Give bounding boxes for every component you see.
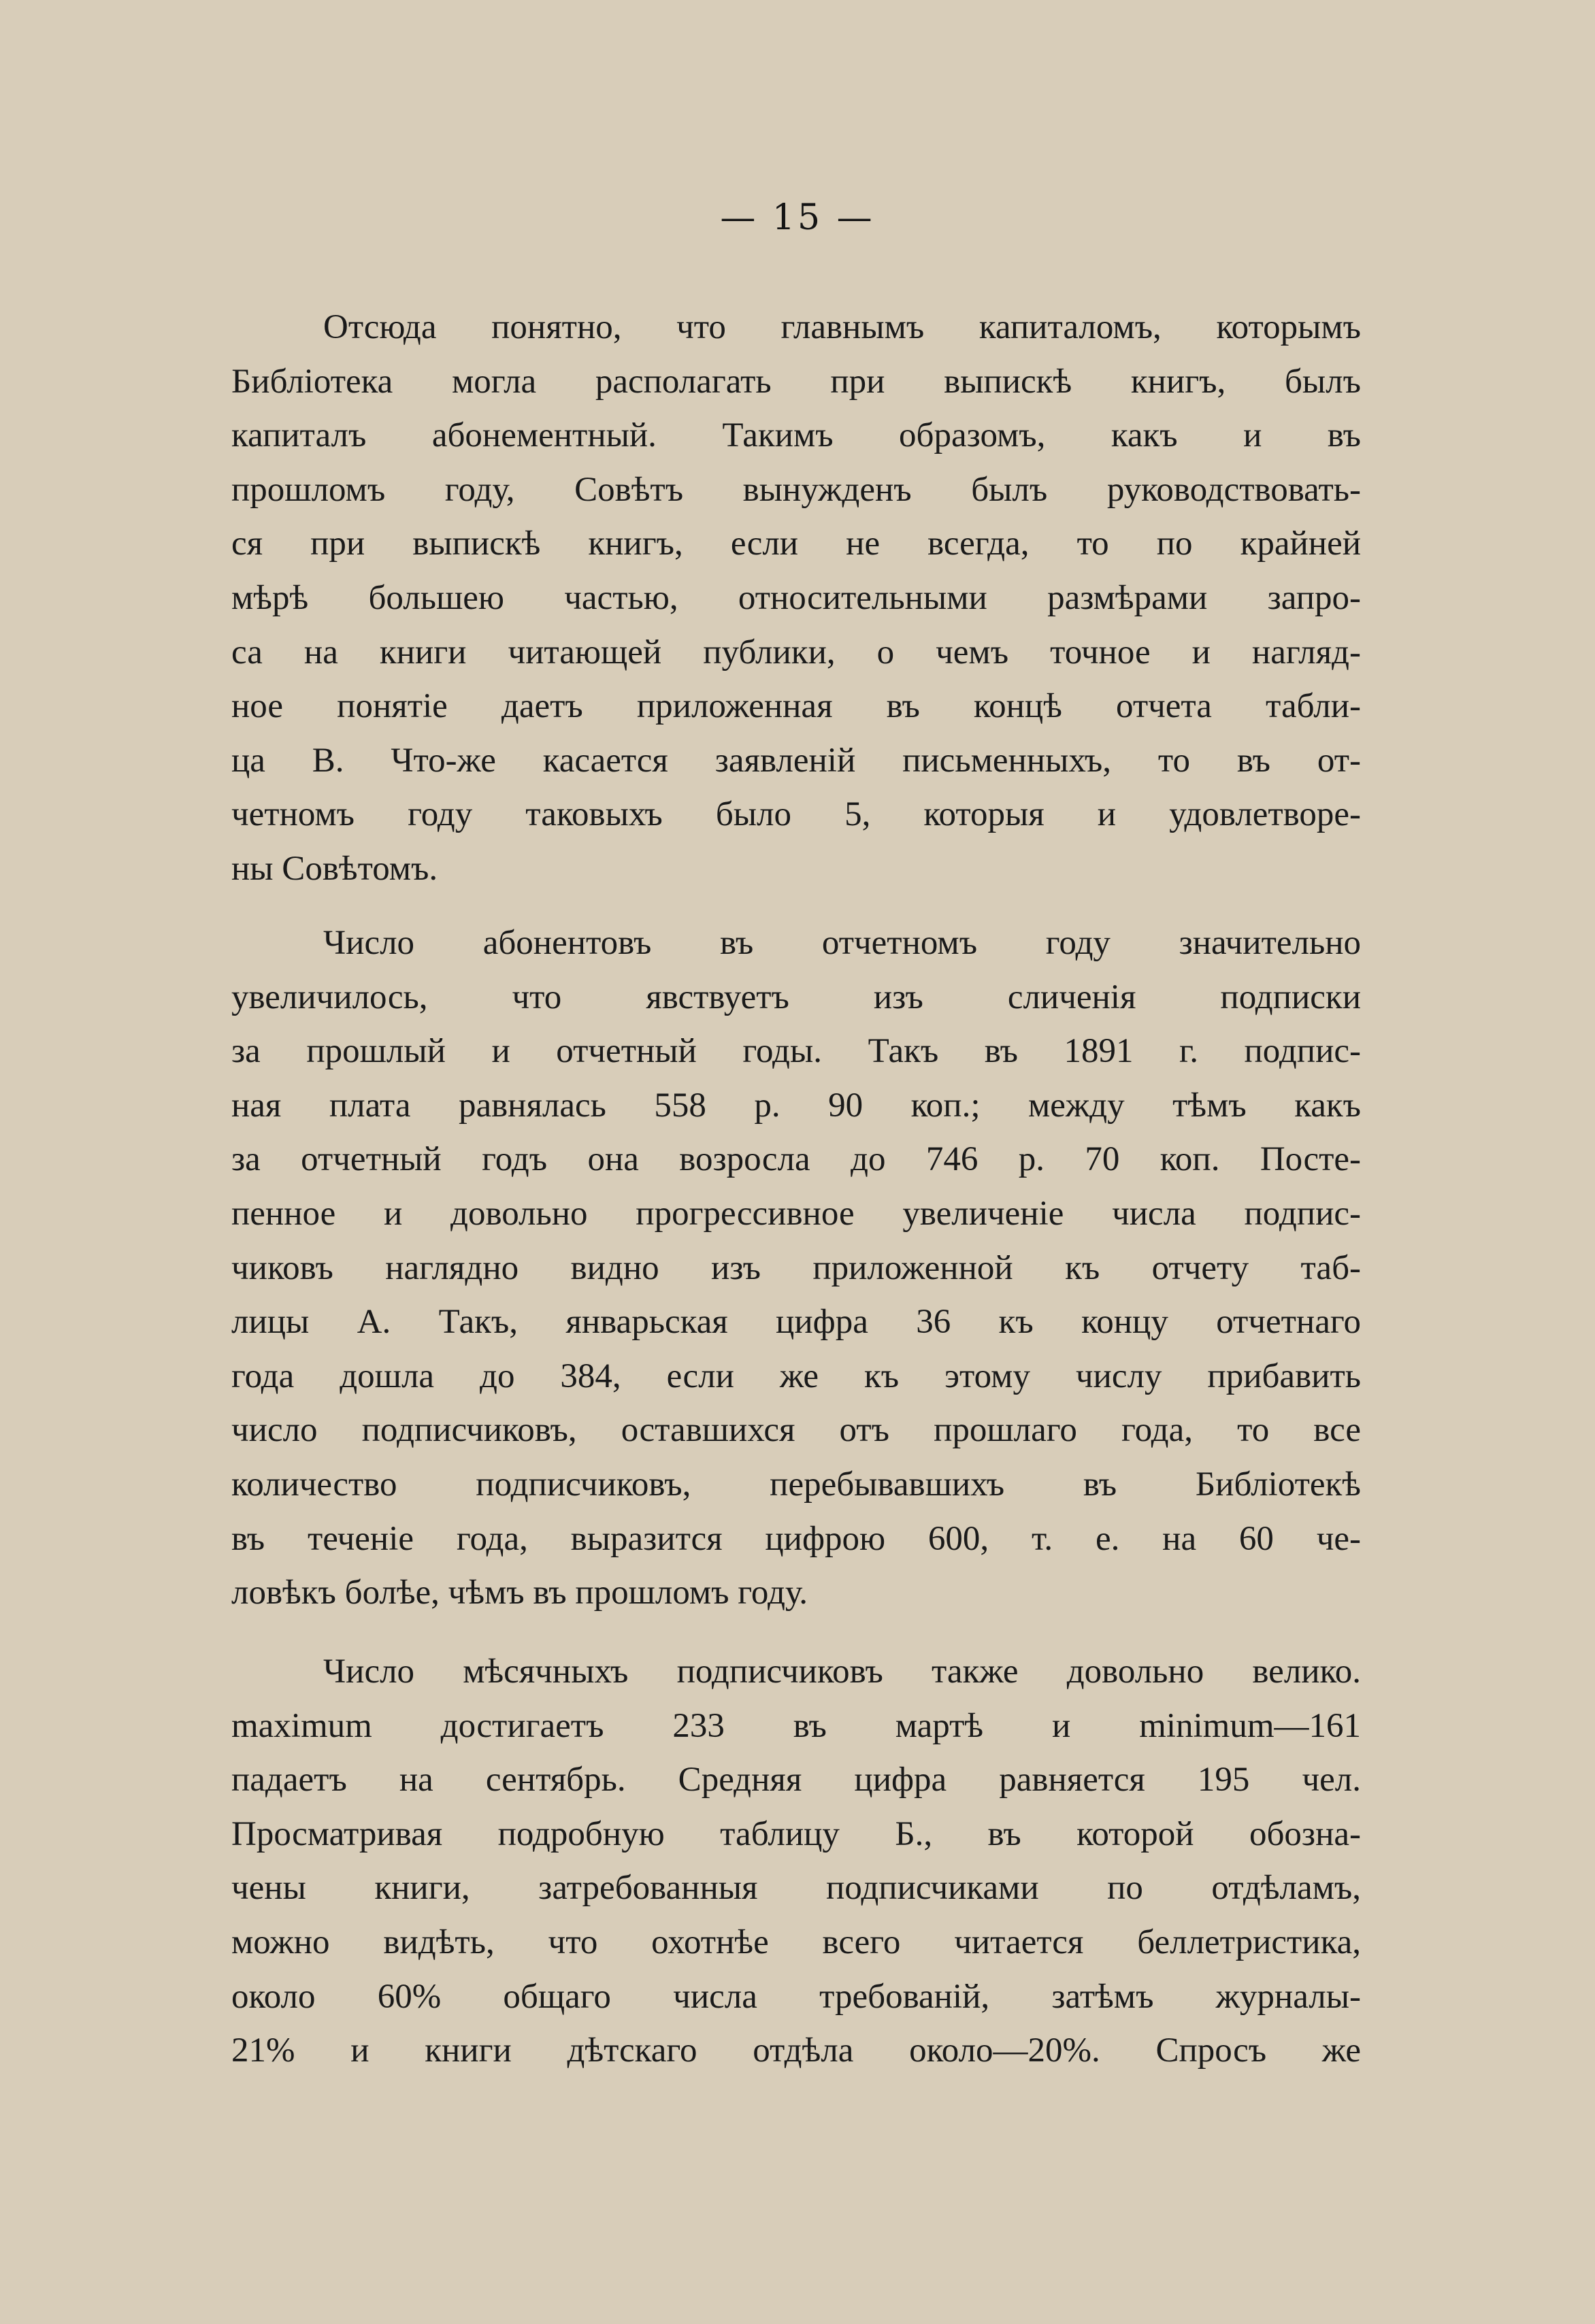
text-line: Число мѣсячныхъ подписчиковъ также довольно велико.: [323, 1653, 1361, 1691]
text-line: Просматривая подробную таблицу Б., въ которой обозна-: [231, 1814, 1361, 1853]
text-line: въ теченіе года, выразится цифрою 600, т. е. на 60 че-: [231, 1519, 1361, 1558]
text-line: чиковъ наглядно видно изъ приложенной къ отчету таб-: [231, 1248, 1361, 1287]
text-line: са на книги читающей публики, о чемъ точное и нагляд-: [231, 633, 1361, 671]
text-line: мѣрѣ большею частью, относительными размѣрами запро-: [231, 578, 1361, 617]
paragraph-3: [231, 1645, 1361, 2078]
text-line: прошломъ году, Совѣтъ вынужденъ былъ руководствовать-: [231, 470, 1361, 509]
text-line: число подписчиковъ, оставшихся отъ прошлаго года, то все: [231, 1411, 1361, 1450]
paragraph-2: [231, 916, 1361, 1621]
text-line: 21% и книги дѣтскаго отдѣла около—20%. Спросъ же: [231, 2031, 1361, 2070]
text-line: около 60% общаго числа требованій, затѣмъ журналы-: [231, 1977, 1361, 2016]
text-line: лицы А. Такъ, январьская цифра 36 къ концу отчетнаго: [231, 1303, 1361, 1342]
text-line: ны Совѣтомъ.: [231, 849, 438, 888]
text-line: за отчетный годъ она возросла до 746 р. 70 коп. Посте-: [231, 1140, 1361, 1179]
text-line: Число абонентовъ въ отчетномъ году значительно: [323, 924, 1361, 962]
paragraph-1: [231, 301, 1361, 897]
text-line: ное понятіе даетъ приложенная въ концѣ отчета табли-: [231, 687, 1361, 726]
text-line: падаетъ на сентябрь. Средняя цифра равняется 195 чел.: [231, 1761, 1361, 1799]
text-line: можно видѣть, что охотнѣе всего читается беллетристика,: [231, 1923, 1361, 1961]
text-line: ная плата равнялась 558 р. 90 коп.; между тѣмъ какъ: [231, 1086, 1361, 1125]
text-line: за прошлый и отчетный годы. Такъ въ 1891 г. подпис-: [231, 1032, 1361, 1071]
text-line: количество подписчиковъ, перебывавшихъ въ Библіотекѣ: [231, 1465, 1361, 1504]
text-line: Отсюда понятно, что главнымъ капиталомъ, которымъ: [323, 308, 1361, 346]
text-line: года дошла до 384, если же къ этому числу прибавить: [231, 1357, 1361, 1395]
text-line: ловѣкъ болѣе, чѣмъ въ прошломъ году.: [231, 1574, 808, 1612]
text-line: maximum достигаетъ 233 въ мартѣ и minimum—161: [231, 1706, 1361, 1745]
text-line: чены книги, затребованныя подписчиками по отдѣламъ,: [231, 1869, 1361, 1908]
text-line: ся при выпискѣ книгъ, если не всегда, то по крайней: [231, 525, 1361, 563]
text-line: увеличилось, что явствуетъ изъ сличенія подписки: [231, 978, 1361, 1016]
text-line: Библіотека могла располагать при выпискѣ книгъ, былъ: [231, 362, 1361, 401]
text-line: четномъ году таковыхъ было 5, которыя и удовлетворе-: [231, 795, 1361, 834]
text-line: ца В. Что-же касается заявленій письменныхъ, то въ от-: [231, 741, 1361, 780]
text-line: капиталъ абонементный. Такимъ образомъ, какъ и въ: [231, 416, 1361, 455]
text-line: пенное и довольно прогрессивное увеличеніе числа подпис-: [231, 1194, 1361, 1233]
page-number: — 15 —: [720, 197, 875, 238]
